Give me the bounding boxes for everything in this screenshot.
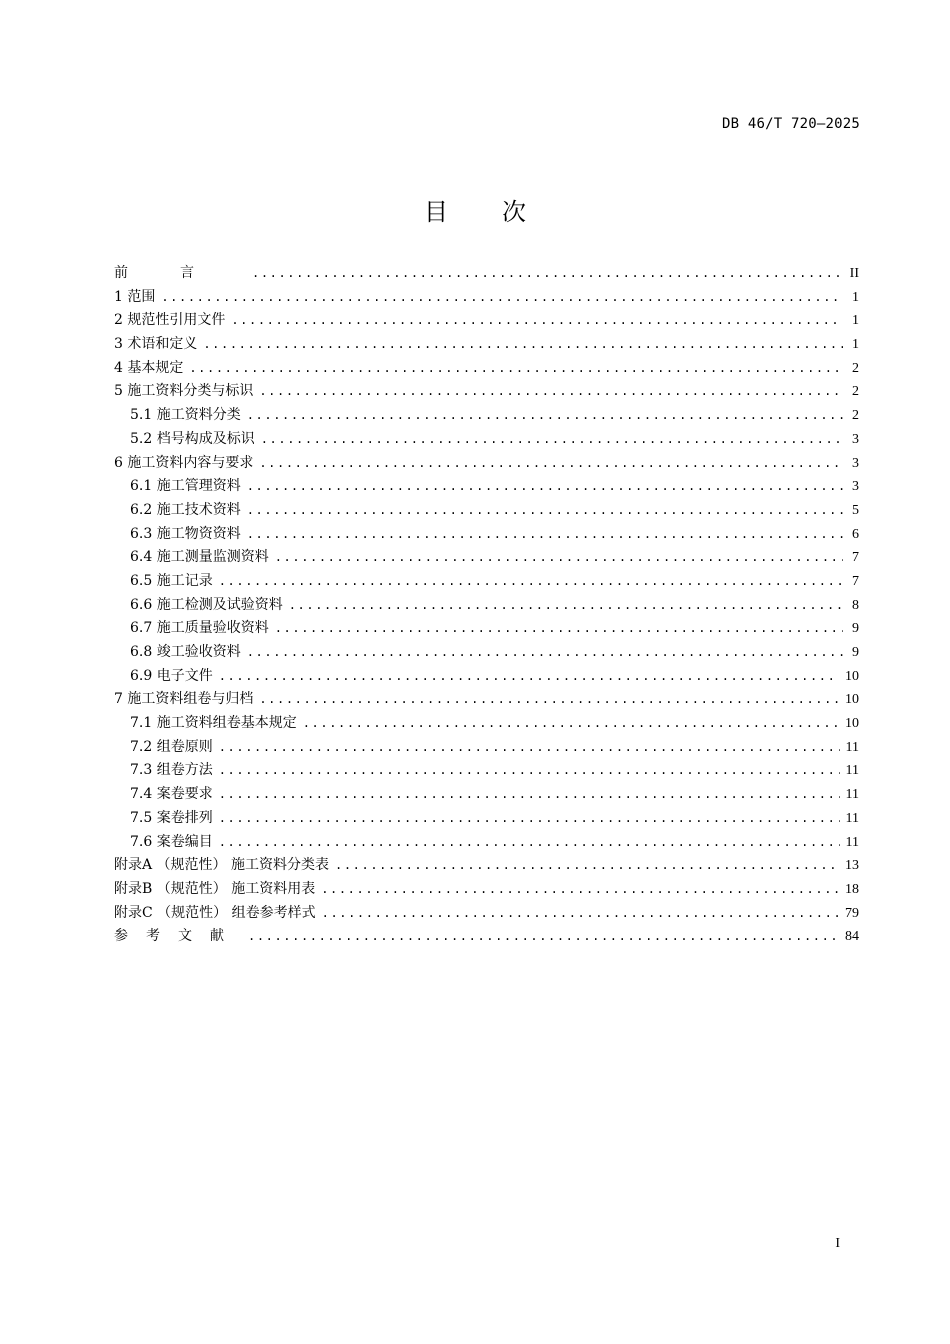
- dot-leader: [247, 475, 843, 499]
- toc-entry-page: 18: [845, 881, 859, 897]
- dot-leader: [261, 428, 843, 452]
- dot-leader: [203, 333, 843, 357]
- toc-entry-page: 9: [852, 621, 859, 637]
- toc-entry-label: 7 施工资料组卷与归档: [114, 691, 254, 708]
- toc-entry[interactable]: [114, 357, 859, 381]
- dot-leader: [219, 736, 840, 760]
- toc-entry-page: 1: [852, 313, 859, 329]
- toc-entry[interactable]: [114, 925, 859, 949]
- toc-entry-label: 附录A （规范性） 施工资料分类表: [114, 857, 330, 874]
- toc-entry-label: 7.1 施工资料组卷基本规定: [130, 715, 297, 732]
- toc-entry-label: 2 规范性引用文件: [114, 312, 226, 329]
- toc-entry-label: 7.6 案卷编目: [130, 833, 213, 850]
- toc-entry-page: 1: [852, 289, 859, 305]
- toc-entry[interactable]: [114, 783, 859, 807]
- toc-entry-label: 6.2 施工技术资料: [130, 501, 241, 518]
- toc-entry[interactable]: [114, 902, 859, 926]
- toc-entry[interactable]: [114, 380, 859, 404]
- toc-entry-page: II: [849, 266, 859, 281]
- toc-entry-label: 6.8 竣工验收资料: [130, 644, 241, 660]
- toc-entry[interactable]: [114, 309, 859, 333]
- toc-entry[interactable]: [114, 570, 859, 594]
- toc-entry[interactable]: [114, 759, 859, 783]
- toc-entry-page: 11: [845, 763, 859, 779]
- toc-entry[interactable]: [114, 333, 859, 357]
- toc-entry-page: 3: [852, 479, 859, 495]
- toc-entry-label: 前言: [114, 265, 246, 281]
- toc-entry-page: 3: [852, 431, 859, 447]
- toc-entry[interactable]: [114, 262, 859, 286]
- toc-entry-page: 8: [852, 597, 859, 613]
- toc-entry[interactable]: [114, 428, 859, 452]
- toc-entry[interactable]: [114, 523, 859, 547]
- toc-entry-page: 10: [845, 692, 859, 708]
- toc-entry-label: 6.6 施工检测及试验资料: [130, 596, 283, 613]
- dot-leader: [259, 380, 843, 404]
- toc-entry-label: 4 基本规定: [114, 359, 184, 376]
- toc-entry-label: 3 术语和定义: [114, 336, 198, 353]
- dot-leader: [231, 309, 843, 333]
- dot-leader: [303, 712, 839, 736]
- dot-leader: [247, 499, 843, 523]
- toc-entry-page: 11: [845, 787, 859, 803]
- dot-leader: [275, 546, 843, 570]
- toc-entry-page: 10: [845, 716, 859, 732]
- toc-entry-page: 2: [852, 384, 859, 400]
- toc-entry-page: 1: [852, 337, 859, 353]
- dot-leader: [335, 854, 839, 878]
- table-of-contents: [114, 262, 859, 949]
- toc-entry[interactable]: [114, 831, 859, 855]
- toc-entry-page: 6: [852, 526, 859, 542]
- dot-leader: [189, 357, 843, 381]
- toc-entry[interactable]: [114, 594, 859, 618]
- dot-leader: [247, 523, 843, 547]
- toc-entry-page: 11: [845, 739, 859, 755]
- toc-entry[interactable]: [114, 499, 859, 523]
- toc-entry-page: 13: [845, 858, 859, 874]
- dot-leader: [219, 759, 840, 783]
- page-title: 目次: [424, 198, 580, 226]
- toc-entry-page: 7: [852, 550, 859, 566]
- toc-entry-page: 5: [852, 502, 859, 518]
- toc-entry[interactable]: [114, 878, 859, 902]
- dot-leader: [219, 665, 839, 689]
- toc-entry-page: 10: [845, 668, 859, 684]
- toc-entry-label: 6.4 施工测量监测资料: [130, 549, 269, 566]
- page-number: I: [835, 1236, 840, 1251]
- dot-leader: [219, 570, 843, 594]
- dot-leader: [289, 594, 843, 618]
- toc-entry-page: 9: [852, 645, 859, 660]
- toc-entry-page: 11: [845, 834, 859, 850]
- dot-leader: [219, 831, 840, 855]
- toc-entry-label: 6.3 施工物资资料: [130, 525, 241, 542]
- toc-entry[interactable]: [114, 475, 859, 499]
- toc-entry-label: 5.2 档号构成及标识: [130, 430, 255, 447]
- toc-entry-page: 79: [845, 905, 859, 921]
- toc-entry-page: 2: [852, 408, 859, 424]
- toc-entry[interactable]: [114, 286, 859, 310]
- toc-entry[interactable]: [114, 546, 859, 570]
- toc-entry-page: 7: [852, 573, 859, 589]
- dot-leader: [259, 452, 843, 476]
- dot-leader: [259, 688, 839, 712]
- toc-entry-page: 11: [845, 810, 859, 826]
- toc-entry-label: 参考文献: [114, 928, 242, 945]
- toc-entry-label: 1 范围: [114, 288, 156, 305]
- dot-leader: [219, 783, 840, 807]
- toc-entry[interactable]: [114, 712, 859, 736]
- toc-entry-label: 6 施工资料内容与要求: [114, 454, 254, 471]
- dot-leader: [247, 404, 843, 428]
- toc-entry[interactable]: [114, 617, 859, 641]
- dot-leader: [322, 902, 839, 926]
- toc-entry[interactable]: [114, 688, 859, 712]
- dot-leader: [275, 617, 843, 641]
- toc-entry[interactable]: [114, 665, 859, 689]
- toc-entry-label: 6.7 施工质量验收资料: [130, 620, 269, 637]
- toc-entry-label: 7.3 组卷方法: [130, 762, 213, 779]
- dot-leader: [252, 262, 843, 286]
- dot-leader: [248, 925, 839, 949]
- dot-leader: [321, 878, 839, 902]
- toc-entry[interactable]: [114, 807, 859, 831]
- toc-entry-label: 附录B （规范性） 施工资料用表: [114, 880, 316, 897]
- toc-entry-label: 6.1 施工管理资料: [130, 478, 241, 495]
- toc-entry-label: 7.5 案卷排列: [130, 809, 213, 826]
- toc-entry-label: 6.9 电子文件: [130, 667, 213, 684]
- toc-entry[interactable]: [114, 452, 859, 476]
- toc-entry[interactable]: [114, 641, 859, 665]
- document-number: DB 46/T 720—2025: [721, 116, 860, 132]
- toc-entry-label: 附录C （规范性） 组卷参考样式: [114, 904, 316, 921]
- toc-entry[interactable]: [114, 854, 859, 878]
- toc-entry-label: 6.5 施工记录: [130, 572, 213, 589]
- toc-entry-page: 3: [852, 455, 859, 471]
- toc-entry-label: 5.1 施工资料分类: [130, 407, 241, 424]
- toc-entry-label: 7.2 组卷原则: [130, 738, 213, 755]
- dot-leader: [247, 641, 843, 665]
- dot-leader: [161, 286, 843, 310]
- toc-entry-page: 2: [852, 360, 859, 376]
- dot-leader: [219, 807, 840, 831]
- toc-entry[interactable]: [114, 404, 859, 428]
- toc-entry-page: 84: [845, 929, 859, 945]
- toc-entry[interactable]: [114, 736, 859, 760]
- toc-entry-label: 7.4 案卷要求: [130, 786, 213, 803]
- toc-entry-label: 5 施工资料分类与标识: [114, 383, 254, 400]
